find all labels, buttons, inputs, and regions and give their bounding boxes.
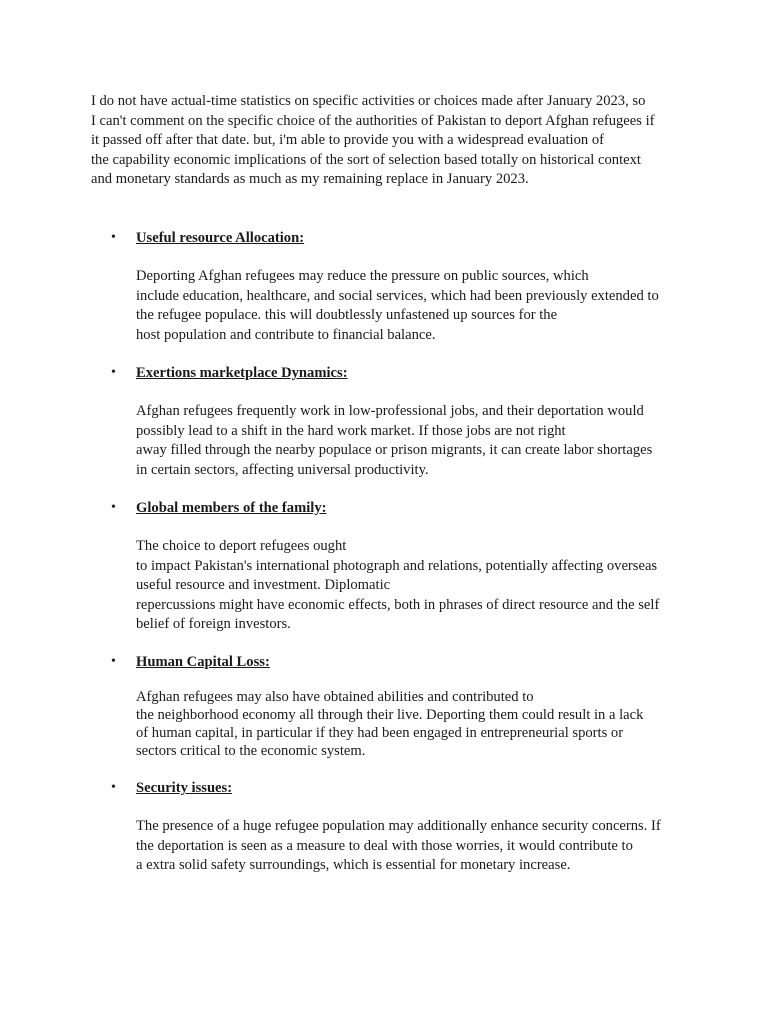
bullet-point: •	[111, 500, 116, 515]
body-line: a extra solid safety surroundings, which is essential for monetary increase.	[136, 857, 571, 873]
body-line: The choice to deport refugees ought	[136, 538, 347, 554]
body-line: away filled through the nearby populace or prison migrants, it can create labor shortages	[136, 442, 653, 458]
intro-line: it passed off after that date. but, i'm able to provide you with a widespread evaluation of	[91, 132, 604, 149]
body-line: the refugee populace. this will doubtlessly unfastened up sources for the	[136, 307, 558, 323]
body-line: repercussions might have economic effects, both in phrases of direct resource and the self	[136, 596, 660, 613]
section-body	[136, 402, 652, 480]
section-heading: Human Capital Loss:	[136, 654, 270, 670]
bullet-point: •	[111, 365, 116, 380]
section-heading: Security issues:	[136, 780, 233, 796]
intro-line: the capability economic implications of the sort of selection based totally on historical context	[91, 151, 641, 168]
section-security	[91, 778, 691, 873]
body-line: The presence of a huge refugee population may additionally enhance security concerns. If	[136, 818, 661, 834]
section-labor-market	[91, 363, 691, 478]
body-line: Deporting Afghan refugees may reduce the pressure on public sources, which	[136, 268, 589, 284]
body-line: possibly lead to a shift in the hard work market. If those jobs are not right	[136, 422, 566, 439]
body-line: the neighborhood economy all through their live. Deporting them could result in a lack	[136, 706, 644, 723]
intro-line: and monetary standards as much as my remaining replace in January 2023.	[91, 171, 529, 188]
section-body	[136, 267, 659, 345]
section-global-relations	[91, 498, 691, 632]
intro-line: I can't comment on the specific choice of the authorities of Pakistan to deport Afghan refugees if	[91, 112, 655, 129]
section-body	[136, 817, 661, 876]
section-heading: Useful resource Allocation:	[136, 230, 305, 246]
body-line: host population and contribute to financial balance.	[136, 326, 436, 343]
intro-line: I do not have actual-time statistics on specific activities or choices made after January 2023, so	[91, 93, 646, 109]
intro-paragraph	[91, 92, 681, 190]
body-line: in certain sectors, affecting universal productivity.	[136, 461, 429, 478]
body-line: useful resource and investment. Diplomatic	[136, 577, 391, 593]
section-body	[136, 537, 659, 635]
bullet-point: •	[111, 780, 116, 795]
body-line: sectors critical to the economic system.	[136, 742, 366, 759]
body-line: to impact Pakistan's international photograph and relations, potentially affecting overseas	[136, 557, 658, 574]
section-heading: Global members of the family:	[136, 500, 327, 516]
section-heading: Exertions marketplace Dynamics:	[136, 365, 348, 381]
section-human-capital	[91, 652, 691, 759]
bullet-point: •	[111, 654, 116, 669]
body-line: the deportation is seen as a measure to deal with those worries, it would contribute to	[136, 837, 633, 854]
bullet-point: •	[111, 230, 116, 245]
section-resource-allocation	[91, 228, 691, 343]
body-line: include education, healthcare, and social services, which had been previously extended to	[136, 287, 659, 304]
section-body	[136, 689, 643, 761]
body-line: Afghan refugees frequently work in low-professional jobs, and their deportation would	[136, 403, 644, 419]
body-line: belief of foreign investors.	[136, 616, 291, 632]
body-line: Afghan refugees may also have obtained abilities and contributed to	[136, 689, 534, 705]
body-line: of human capital, in particular if they had been engaged in entrepreneurial sports or	[136, 724, 624, 741]
